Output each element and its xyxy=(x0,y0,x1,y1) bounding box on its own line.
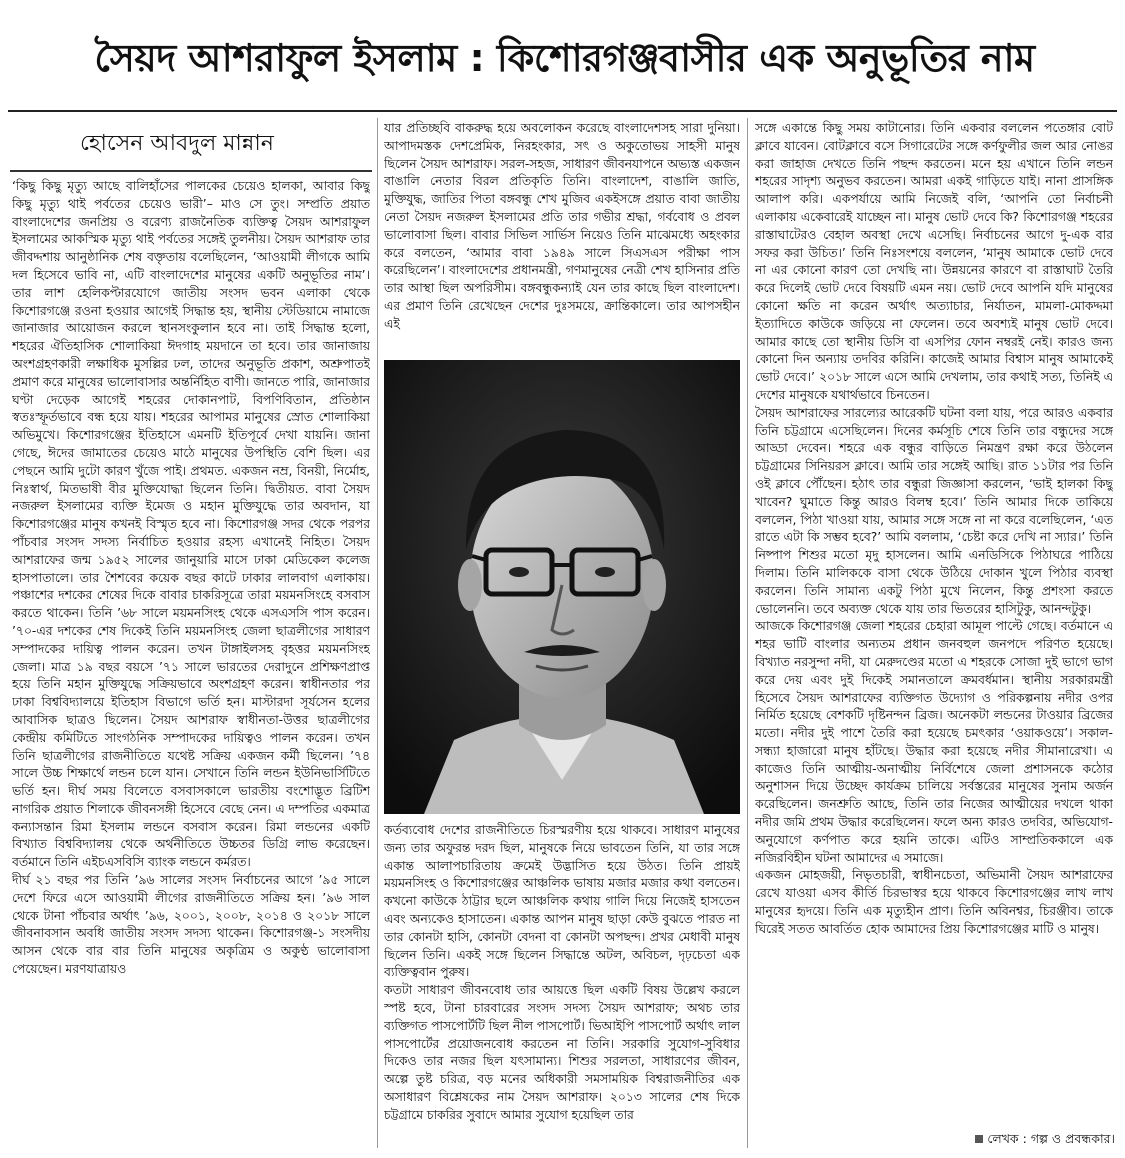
paragraph: সৈয়দ আশরাফের সারল্যের আরেকটি ঘটনা বলা যায়, পরে আরও একবার তিনি চট্টগ্রামে এসেছিলেন। দিনের কর্মসূচি শেষে তিনি তার বন্ধুদের সঙ্গে আড্ডা দেবেন। শহরে এক বন্ধুর বাড়িতে নিমন্ত্রণ রক্ষা করে উঠলেন চট্টগ্রামের সিনিয়রস ক্লাবে। আমি তার সঙ্গেই আছি। রাত ১১টার পর তিনি ওই ক্লাবে পৌঁছেন। হঠাৎ তার বন্ধুরা জিজ্ঞাসা করলেন, ‘ভাই হালকা কিছু খাবেন? ঘুমাতে কিন্তু আরও বিলম্ব হবে।’ তিনি আমার দিকে তাকিয়ে বললেন, পিঠা খাওয়া যায়, আমার সঙ্গে সঙ্গে না না করে বলেছিলেন, ‘এত রাতে এটা কি সম্ভব হবে?’ আমি বললাম, ‘চেষ্টা করে দেখি না স্যার।’ তিনি নিষ্পাপ শিশুর মতো মৃদু হাসলেন। আমি এনডিসিকে পিঠাঘরে পাঠিয়ে দিলাম। তিনি মালিককে বাসা থেকে উঠিয়ে দোকান খুলে পিঠার ব্যবস্থা করলেন। তিনি সামান্য একটু পিঠা মুখে নিলেন, কিন্তু প্রশংসা করতে ভোলেননি। তবে অব্যক্ত থেকে যায় তার ভিতরের হাসিটুকু, আনন্দটুকু। xyxy=(755,405,1113,616)
paragraph: একজন মোহজয়ী, নিভৃতচারী, স্বাধীনচেতা, অভিমানী সৈয়দ আশরাফের রেখে যাওয়া এসব কীর্তি চিরভাস্বর হয়ে থাকবে কিশোরগঞ্জের লাখ লাখ মানুষের হৃদয়ে। তিনি এক মৃত্যুহীন প্রাণ। তিনি অবিনশ্বর, চিরঞ্জীব। তাকে ঘিরেই সতত আবর্তিত হোক আমাদের প্রিয় কিশোরগঞ্জের মাটি ও মানুষ। xyxy=(755,868,1113,936)
column-2-bottom xyxy=(384,822,740,1152)
author-note xyxy=(930,1128,1115,1150)
headline-rule xyxy=(8,110,1117,112)
column-1 xyxy=(12,178,370,1146)
paragraph: কর্তব্যবোধ দেশের রাজনীতিতে চিরস্মরণীয় হয়ে থাকবে। সাধারণ মানুষের জন্য তার অফুরন্ত দরদ ছিল, মানুষকে নিয়ে ভাবতেন তিনি, যা তার সঙ্গে একান্ত আলাপচারিতায় ক্রমেই উদ্ভাসিত হয়ে উঠত। তিনি প্রায়ই ময়মনসিংহ ও কিশোরগঞ্জের আঞ্চলিক ভাষায় মজার মজার কথা বলতেন। কখনো কাউকে ঠাট্টার ছলে আঞ্চলিক কথায় গালি দিয়ে নিজেই হাসতেন এবং অন্যকেও হাসাতেন। একান্ত আপন মানুষ ছাড়া কেউ বুঝতে পারত না তার কোনটা হাসি, কোনটা বেদনা বা কোনটা অপছন্দ। প্রখর মেধাবী মানুষ ছিলেন তিনি। একই সঙ্গে ছিলেন সিদ্ধান্তে অটল, অবিচল, দৃঢ়চেতা এক ব্যক্তিত্ববান পুরুষ। xyxy=(384,823,740,980)
paragraph: আজকে কিশোরগঞ্জ জেলা শহরের চেহারা আমূল পাল্টে গেছে। বর্তমানে এ শহর ভাটি বাংলার অন্যতম প্রধান জনবহুল জনপদে পরিণত হয়েছে। বিখ্যাত নরসুন্দা নদী, যা মেরুদণ্ডের মতো এ শহরকে সোজা দুই ভাগে ভাগ করে দেয় এবং দুই দিকেই সমানতালে ক্রমবর্ধমান। স্থানীয় সরকারমন্ত্রী হিসেবে সৈয়দ আশরাফের ব্যক্তিগত উদ্যোগ ও পরিকল্পনায় নদীর ওপর নির্মিত হয়েছে বেশকটি দৃষ্টিনন্দন ব্রিজ। অনেকটা লন্ডনের টাওয়ার ব্রিজের মতো। নদীর দুই পাশে তৈরি করা হয়েছে চমৎকার ‘ওয়াকওয়ে’। সকাল-সন্ধ্যা হাজারো মানুষ হাঁটছে। উদ্ধার করা হয়েছে নদীর সীমানারেখা। এ কাজেও তিনি আত্মীয়-অনাত্মীয় নির্বিশেষে জেলা প্রশাসনকে কঠোর অনুশাসন দিয়ে উচ্ছেদ কার্যক্রম চালিয়ে সর্বস্তরের মানুষের সুনাম অর্জন করেছিলেন। জনশ্রুতি আছে, তিনি তার নিজের আত্মীয়ের দখলে থাকা নদীর জমি প্রথম উদ্ধার করেছিলেন। ফলে অন্য কারও তদবির, অভিযোগ-অনুযোগে কর্ণপাত করে হয়নি তাকে। এটিও সাম্প্রতিককালে এক নজিরবিহীন ঘটনা আমাদের এ সমাজে। xyxy=(755,619,1113,865)
headline: সৈয়দ আশরাফুল ইসলাম : কিশোরগঞ্জবাসীর এক অনুভূতির নাম xyxy=(94,36,1035,80)
byline-rule xyxy=(10,170,372,172)
portrait-photo xyxy=(384,360,740,814)
author-note-text: লেখক : গল্প ও প্রবন্ধকার। xyxy=(987,1131,1115,1146)
paragraph: সঙ্গে একান্তে কিছু সময় কাটানোর। তিনি একবার বললেন পতেঙ্গার বোট ক্লাবে যাবেন। বোটক্লাবে বসে সিগারেটের সঙ্গে কর্ণফুলীর জল আর নোঙর করা জাহাজ দেখতে তিনি পছন্দ করতেন। মনে হয় এখানে তিনি লন্ডন শহরের সাদৃশ্য অনুভব করতেন। আমরা একই গাড়িতে যাই। নানা প্রাসঙ্গিক আলাপ করি। একপর্যায়ে আমি নিজেই বলি, ‘আপনি তো নির্বাচনী এলাকায় একেবারেই যাচ্ছেন না। মানুষ ভোট দেবে কি? কিশোরগঞ্জ শহরের রাস্তাঘাটেরও বেহাল অবস্থা দেখে এসেছি। নির্বাচনের আগে দু-এক বার সফর করা উচিত।’ তিনি নিঃসংশয়ে বললেন, ‘মানুষ আমাকে ভোট দেবে না এর কোনো কারণ তো দেখছি না। উন্নয়নের কারণে বা রাস্তাঘাট তৈরি করে দিলেই ভোট দেবে বিষয়টি এমন নয়। ভোট দেবে আপনি যদি মানুষের কোনো ক্ষতি না করেন অর্থাৎ অত্যাচার, নির্যাতন, মামলা-মোকদ্দমা ইত্যাদিতে কাউকে জড়িয়ে না ফেলেন। তবে অবশ্যই মানুষ ভোট দেবে। আমার কাছে তো স্থানীয় ডিসি বা এসপির ফোন নম্বরই নেই। কারও জন্য কোনো দিন অন্যায় তদবির করিনি। কাজেই আমার বিশ্বাস মানুষ আমাকেই ভোট দেবে।’ ২০১৮ সালে এসে আমি দেখলাম, তার কথাই সত্য, তিনিই এ দেশের মানুষকে যথার্থভাবে চিনতেন। xyxy=(755,121,1113,402)
paragraph: ‘কিছু কিছু মৃত্যু আছে বালিহাঁসের পালকের চেয়েও হালকা, আবার কিছু কিছু মৃত্যু থাই পর্বতের চেয়েও ভারী’– মাও সে তুং। সম্প্রতি প্রয়াত বাংলাদেশের জনপ্রিয় ও বরেণ্য রাজনৈতিক ব্যক্তিত্ব সৈয়দ আশরাফুল ইসলামের আকস্মিক মৃত্যু থাই পর্বতের সঙ্গেই তুলনীয়। সৈয়দ আশরাফ তার জীবদ্দশায় আনুষ্ঠানিক শেষ বক্তৃতায় বলেছিলেন, ‘আওয়ামী লীগকে আমি দল হিসেবে ভাবি না, এটি বাংলাদেশের মানুষের একটি অনুভূতির নাম’। তার লাশ হেলিকপ্টারযোগে জাতীয় সংসদ ভবন এলাকা থেকে কিশোরগঞ্জে রওনা হওয়ার আগেই সিদ্ধান্ত হয়, স্থানীয় স্টেডিয়ামে নামাজে জানাজার আয়োজন করলে স্থানসংকুলান হবে না। তাই সিদ্ধান্ত হলো, শহরের ঐতিহাসিক শোলাকিয়া ঈদগাহ ময়দানে তা হবে। তার জানাজায় অংশগ্রহণকারী লক্ষাধিক মুসল্লির ঢল, তাদের অনুভূতি প্রকাশ, অশ্রুপাতই প্রমাণ করে মানুষের ভালোবাসার অন্তর্নিহিত বাণী। জানতে পারি, জানাজার ঘণ্টা দেড়েক আগেই শহরের দোকানপাট, বিপণিবিতান, প্রতিষ্ঠান স্বতঃস্ফূর্তভাবে বন্ধ হয়ে যায়। শহরের আপামর মানুষের স্রোত শোলাকিয়া অভিমুখে। কিশোরগঞ্জের ইতিহাসে এমনটি ইতিপূর্বে দেখা যায়নি। জানা গেছে, ঈদের জামাতের চেয়েও মাঠে মানুষের উপস্থিতি বেশি ছিল। এর পেছনে আমি দুটো কারণ খুঁজে পাই। প্রথমত. একজন নম্র, বিনয়ী, নির্মোহ, নিঃস্বার্থ, মিতভাষী বীর মুক্তিযোদ্ধা ছিলেন তিনি। দ্বিতীয়ত. বাবা সৈয়দ নজরুল ইসলামের ব্যক্তি ইমেজ ও মহান মুক্তিযুদ্ধে তার অবদান, যা কিশোরগঞ্জের মানুষ কখনই বিস্মৃত হবে না। কিশোরগঞ্জ সদর থেকে পরপর পাঁচবার সংসদ সদস্য নির্বাচিত হওয়ার রহস্য এখানেই নিহিত। সৈয়দ আশরাফের জন্ম ১৯৫২ সালের জানুয়ারি মাসে ঢাকা মেডিকেল কলেজ হাসপাতালে। তার শৈশবের কয়েক বছর কাটে ঢাকার লালবাগ এলাকায়। পঞ্চাশের দশকের শেষের দিকে বাবার চাকরিসূত্রে তারা ময়মনসিংহে বসবাস করতে থাকেন। তিনি ’৬৮ সালে ময়মনসিংহ থেকে এসএসসি পাস করেন। ’৭০-এর দশকের শেষ দিকেই তিনি ময়মনসিংহ জেলা ছাত্রলীগের সাধারণ সম্পাদকের দায়িত্ব পালন করেন। তখন টাঙ্গাইলসহ বৃহত্তর ময়মনসিংহ জেলা। মাত্র ১৯ বছর বয়সে ’৭১ সালে ভারতের দেরাদুনে প্রশিক্ষণপ্রাপ্ত হয়ে তিনি মহান মুক্তিযুদ্ধে সক্রিয়ভাবে অংশগ্রহণ করেন। স্বাধীনতার পর ঢাকা বিশ্ববিদ্যালয়ে ইতিহাস বিভাগে ভর্তি হন। মাস্টারদা সূর্যসেন হলের আবাসিক ছাত্রও ছিলেন। সৈয়দ আশরাফ স্বাধীনতা-উত্তর ছাত্রলীগের কেন্দ্রীয় কমিটিতে সাংগঠনিক সম্পাদকের দায়িত্বও পালন করেন। তখন তিনি ছাত্রলীগের রাজনীতিতে যথেষ্ট সক্রিয় একজন কর্মী ছিলেন। ’৭৪ সালে উচ্চ শিক্ষার্থে লন্ডন চলে যান। সেখানে তিনি লন্ডন ইউনিভার্সিটিতে ভর্তি হন। দীর্ঘ সময় বিলেতে বসবাসকালে ভারতীয় বংশোদ্ভূত ব্রিটিশ নাগরিক প্রয়াত শিলাকে জীবনসঙ্গী হিসেবে বেছে নেন। এ দম্পতির একমাত্র কন্যাসন্তান রিমা ইসলাম লন্ডনে বসবাস করেন। রিমা লন্ডনের একটি বিখ্যাত বিশ্ববিদ্যালয় থেকে অর্থনীতিতে উচ্চতর ডিগ্রি লাভ করেছেন। বর্তমানে তিনি এইচএসবিসি ব্যাংক লন্ডনে কর্মরত। xyxy=(12,179,370,870)
byline: হোসেন আবদুল মান্নান xyxy=(80,131,274,156)
portrait-icon xyxy=(384,360,740,814)
column-separator-1 xyxy=(377,118,378,1148)
square-bullet-icon xyxy=(975,1135,983,1143)
column-separator-2 xyxy=(747,118,748,1148)
paragraph: দীর্ঘ ২১ বছর পর তিনি ’৯৬ সালের সংসদ নির্বাচনের আগে ’৯৫ সালে দেশে ফিরে এসে আওয়ামী লীগের রাজনীতিতে সক্রিয় হন। ’৯৬ সাল থেকে টানা পাঁচবার অর্থাৎ ’৯৬, ২০০১, ২০০৮, ২০১৪ ও ২০১৮ সালে জীবনাবসান অবধি জাতীয় সংসদ সদস্য থাকেন। কিশোরগঞ্জ-১ সংসদীয় আসন থেকে বার বার তিনি মানুষের অকৃত্রিম ও অকুণ্ঠ ভালোবাসা পেয়েছেন। মরণযাত্রায়ও xyxy=(12,873,370,977)
paragraph: যার প্রতিচ্ছবি বাকরুদ্ধ হয়ে অবলোকন করেছে বাংলাদেশসহ সারা দুনিয়া। আপাদমস্তক দেশপ্রেমিক, নিরহংকার, সৎ ও অকুতোভয় সাহসী মানুষ ছিলেন সৈয়দ আশরাফ। সরল-সহজ, সাধারণ জীবনযাপনে অভ্যস্ত একজন বাঙালি নেতার বিরল প্রতিকৃতি তিনি। বাংলাদেশ, বাঙালি জাতি, মুক্তিযুদ্ধ, জাতির পিতা বঙ্গবন্ধু শেখ মুজিব একইসঙ্গে প্রয়াত বাবা জাতীয় নেতা সৈয়দ নজরুল ইসলামের প্রতি তার গভীর শ্রদ্ধা, গর্ববোধ ও প্রবল ভালোবাসা ছিল। বাবার সিভিল সার্ভিস নিয়েও তিনি মাঝেমধ্যে অহংকার করে বলতেন, ‘আমার বাবা ১৯৪৯ সালে সিএসএস পরীক্ষা পাস করেছিলেন’। বাংলাদেশের প্রধানমন্ত্রী, গণমানুষের নেত্রী শেখ হাসিনার প্রতি তার আস্থা ছিল অপরিসীম। বঙ্গবন্ধুকন্যাই যেন তার কাছে ছিল বাংলাদেশ। এর প্রমাণ তিনি রেখেছেন দেশের দুঃসময়ে, ক্রান্তিকালে। তার আপসহীন এই xyxy=(384,121,740,331)
column-3 xyxy=(755,120,1113,1125)
paragraph: কতটা সাধারণ জীবনবোধ তার আয়ত্তে ছিল একটি বিষয় উল্লেখ করলে স্পষ্ট হবে, টানা চারবারের সংসদ সদস্য সৈয়দ আশরাফ; অথচ তার ব্যক্তিগত পাসপোর্টটি ছিল নীল পাসপোর্ট। ভিআইপি পাসপোর্ট অর্থাৎ লাল পাসপোর্টের প্রয়োজনবোধ করতেন না তিনি। সরকারি সুযোগ-সুবিধার দিকেও তার নজর ছিল যৎসামান্য। শিশুর সরলতা, সাধারণের জীবন, অল্পে তুষ্ট চরিত্র, বড় মনের অধিকারী সমসাময়িক বিশ্বরাজনীতির এক অসাধারণ বিশ্লেষকের নাম সৈয়দ আশরাফ। ২০১৩ সালের শেষ দিকে চট্টগ্রামে চাকরির সুবাদে আমার সুযোগ হয়েছিল তার xyxy=(384,983,740,1122)
column-2-top xyxy=(384,120,740,342)
